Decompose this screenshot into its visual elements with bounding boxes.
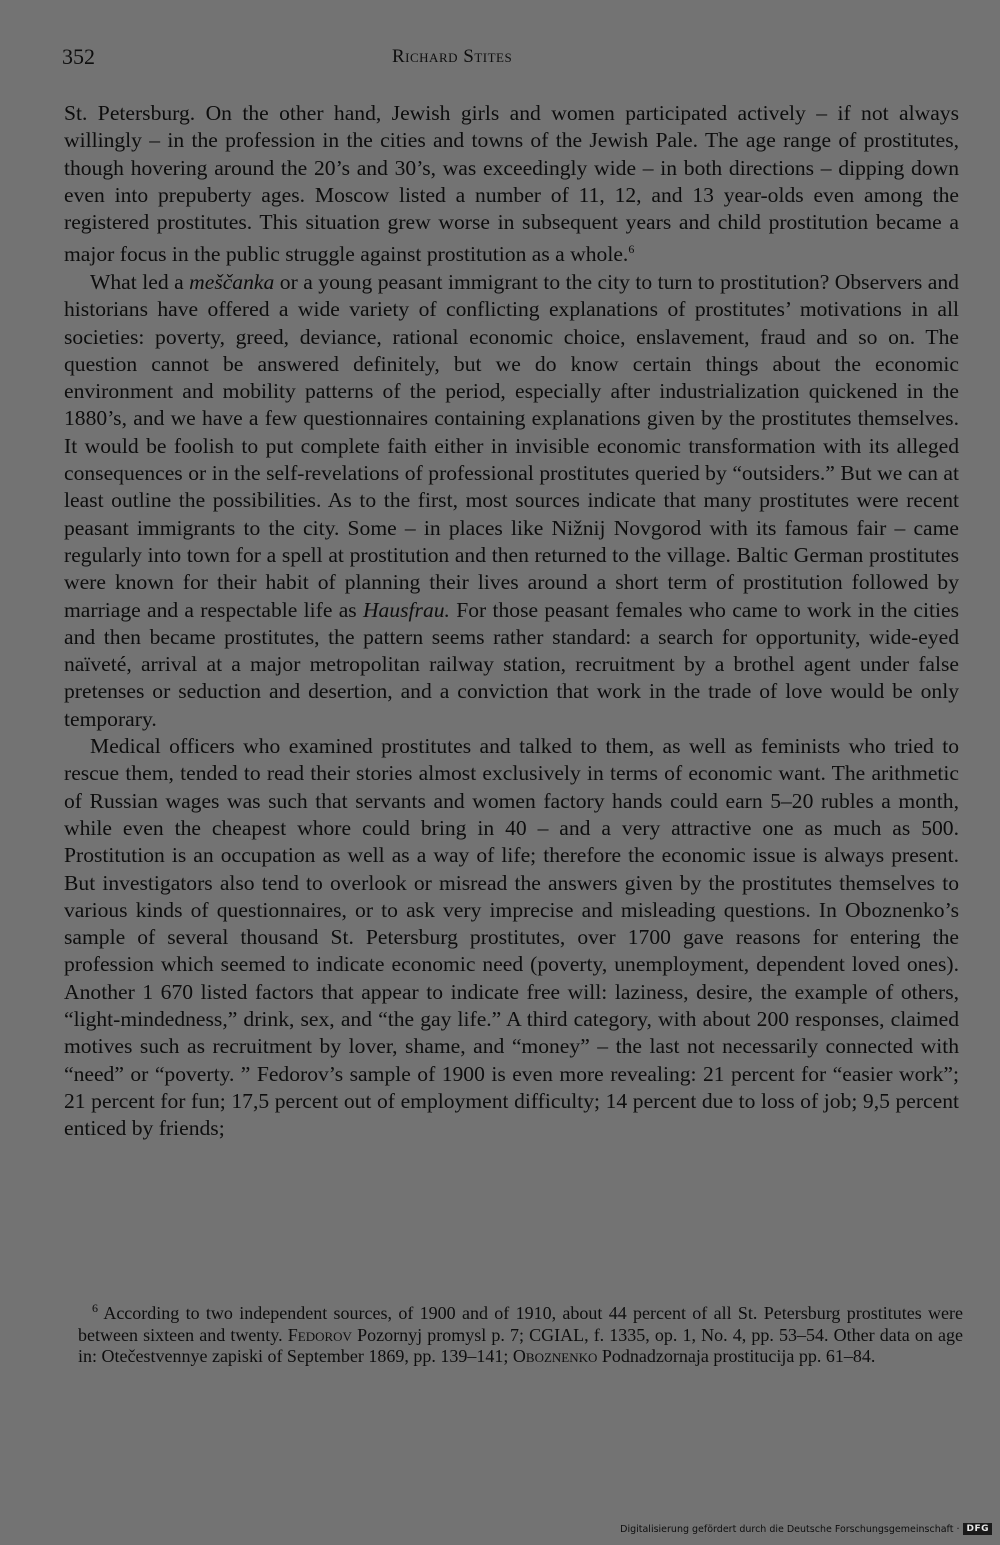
footnote-reference: 6: [628, 242, 635, 257]
paragraph-3: [64, 733, 959, 1142]
footnote-text: [78, 1298, 963, 1368]
paragraph-2: [64, 269, 959, 733]
text-run: Medical officers who examined prostitutes and talked to them, as well as feminists who tried to rescue them, tended to read their stories almost exclusively in terms of economic want. The arithmetic of Russian wages was such that servants and women factory hands could earn 5–20 rubles a month, while even the cheapest whore could bring in 40 – and a very attractive one as much as 500. Prostitution is an occupation as well as a way of life; therefore the economic issue is always present. But investigators also tend to overlook or misread the answers given by the prostitutes themselves to various kinds of questionnaires, or to ask very imprecise and misleading questions. In Oboznenko’s sample of several thousand St. Petersburg prostitutes, over 1700 gave reasons for entering the profession which seemed to indicate economic need (poverty, unemployment, dependent loved ones). Another 1 670 listed factors that appear to indicate free will: laziness, desire, the example of others, “light-mindedness,” drink, sex, and “the gay life.” A third category, with about 200 responses, claimed motives such as recruitment by lover, shame, and “money” – the last not necessarily connected with “need” or “poverty. ” Fedorov’s sample of 1900 is even more revealing: 21 percent for “easier work”; 21 percent for fun; 17,5 percent out of employment difficulty; 14 percent due to loss of job; 9,5 percent enticed by friends;: [64, 734, 959, 1141]
dfg-logo: DFG: [963, 1523, 992, 1535]
text-run: For those peasant females who came to work in the cities and then became prostitutes, the pattern seems rather standard: a search for opportunity, wide-eyed naïveté, arrival at a major metropolitan railway station, recruitment by a brothel agent under false pretenses or seduction and desertion, and a conviction that work in the trade of love would be only temporary.: [64, 597, 959, 731]
page-header: [62, 44, 962, 74]
footnote-marker: 6: [92, 1301, 98, 1315]
text-run: St. Petersburg. On the other hand, Jewish girls and women participated actively – if not always willingly – in the profession in the cities and towns of the Jewish Pale. The age range of prostitutes, though hovering around the 20’s and 30’s, was exceedingly wide – in both directions – dipping down even into prepuberty ages. Moscow listed a number of 11, 12, and 13 year-olds even among the registered prostitutes. This situation grew worse in subsequent years and child prostitution became a major focus in the public struggle against prostitution as a whole.: [64, 101, 959, 267]
credit-text: Digitalisierung gefördert durch die Deutsche Forschungsgemeinschaft ·: [620, 1523, 960, 1535]
footnote: [78, 1298, 963, 1368]
body-text: [64, 100, 959, 1142]
text-run: What led a: [90, 269, 190, 294]
page-number: 352: [62, 44, 95, 69]
italic-term: meščanka: [189, 269, 275, 294]
text-run: Podnadzornaja prostitucija pp. 61–84.: [597, 1346, 876, 1366]
paragraph-1: [64, 100, 959, 269]
author-name: Oboznenko: [512, 1346, 598, 1366]
text-run: Pozornyj promysl p. 7; CGIAL, f. 1335, op. 1, No. 4, pp. 53–54. Other data on age in: Otečestvennye zapiski of September 1869, pp. 139–141;: [78, 1324, 963, 1366]
italic-term: Hausfrau.: [362, 597, 450, 622]
author-name: Fedorov: [287, 1324, 352, 1345]
digitization-credit: [620, 1523, 992, 1535]
text-run: According to two independent sources, of 1900 and of 1910, about 44 percent of all St. Petersburg prostitutes were between sixteen and twenty.: [78, 1303, 963, 1345]
running-head: Richard Stites: [392, 46, 513, 67]
text-run: or a young peasant immigrant to the city to turn to prostitution? Observers and historians have offered a wide variety of conflicting explanations of prostitutes’ motivations in all societies: poverty, greed, deviance, rational economic choice, enslavement, fraud and so on. The question cannot be answered definitely, but we do know certain things about the economic environment and mobility patterns of the period, especially after industrialization quickened in the 1880’s, and we have a few questionnaires containing explanations given by the prostitutes themselves. It would be foolish to put complete faith either in invisible economic transformation with its alleged consequences or in the self-revelations of professional prostitutes queried by “outsiders.” But we can at least outline the possibilities. As to the first, most sources indicate that many prostitutes were recent peasant immigrants to the city. Some – in places like Nižnij Novgorod with its famous fair – came regularly into town for a spell at prostitution and then returned to the village. Baltic German prostitutes were known for their habit of planning their lives around a short term of prostitution followed by marriage and a respectable life as: [64, 269, 959, 622]
